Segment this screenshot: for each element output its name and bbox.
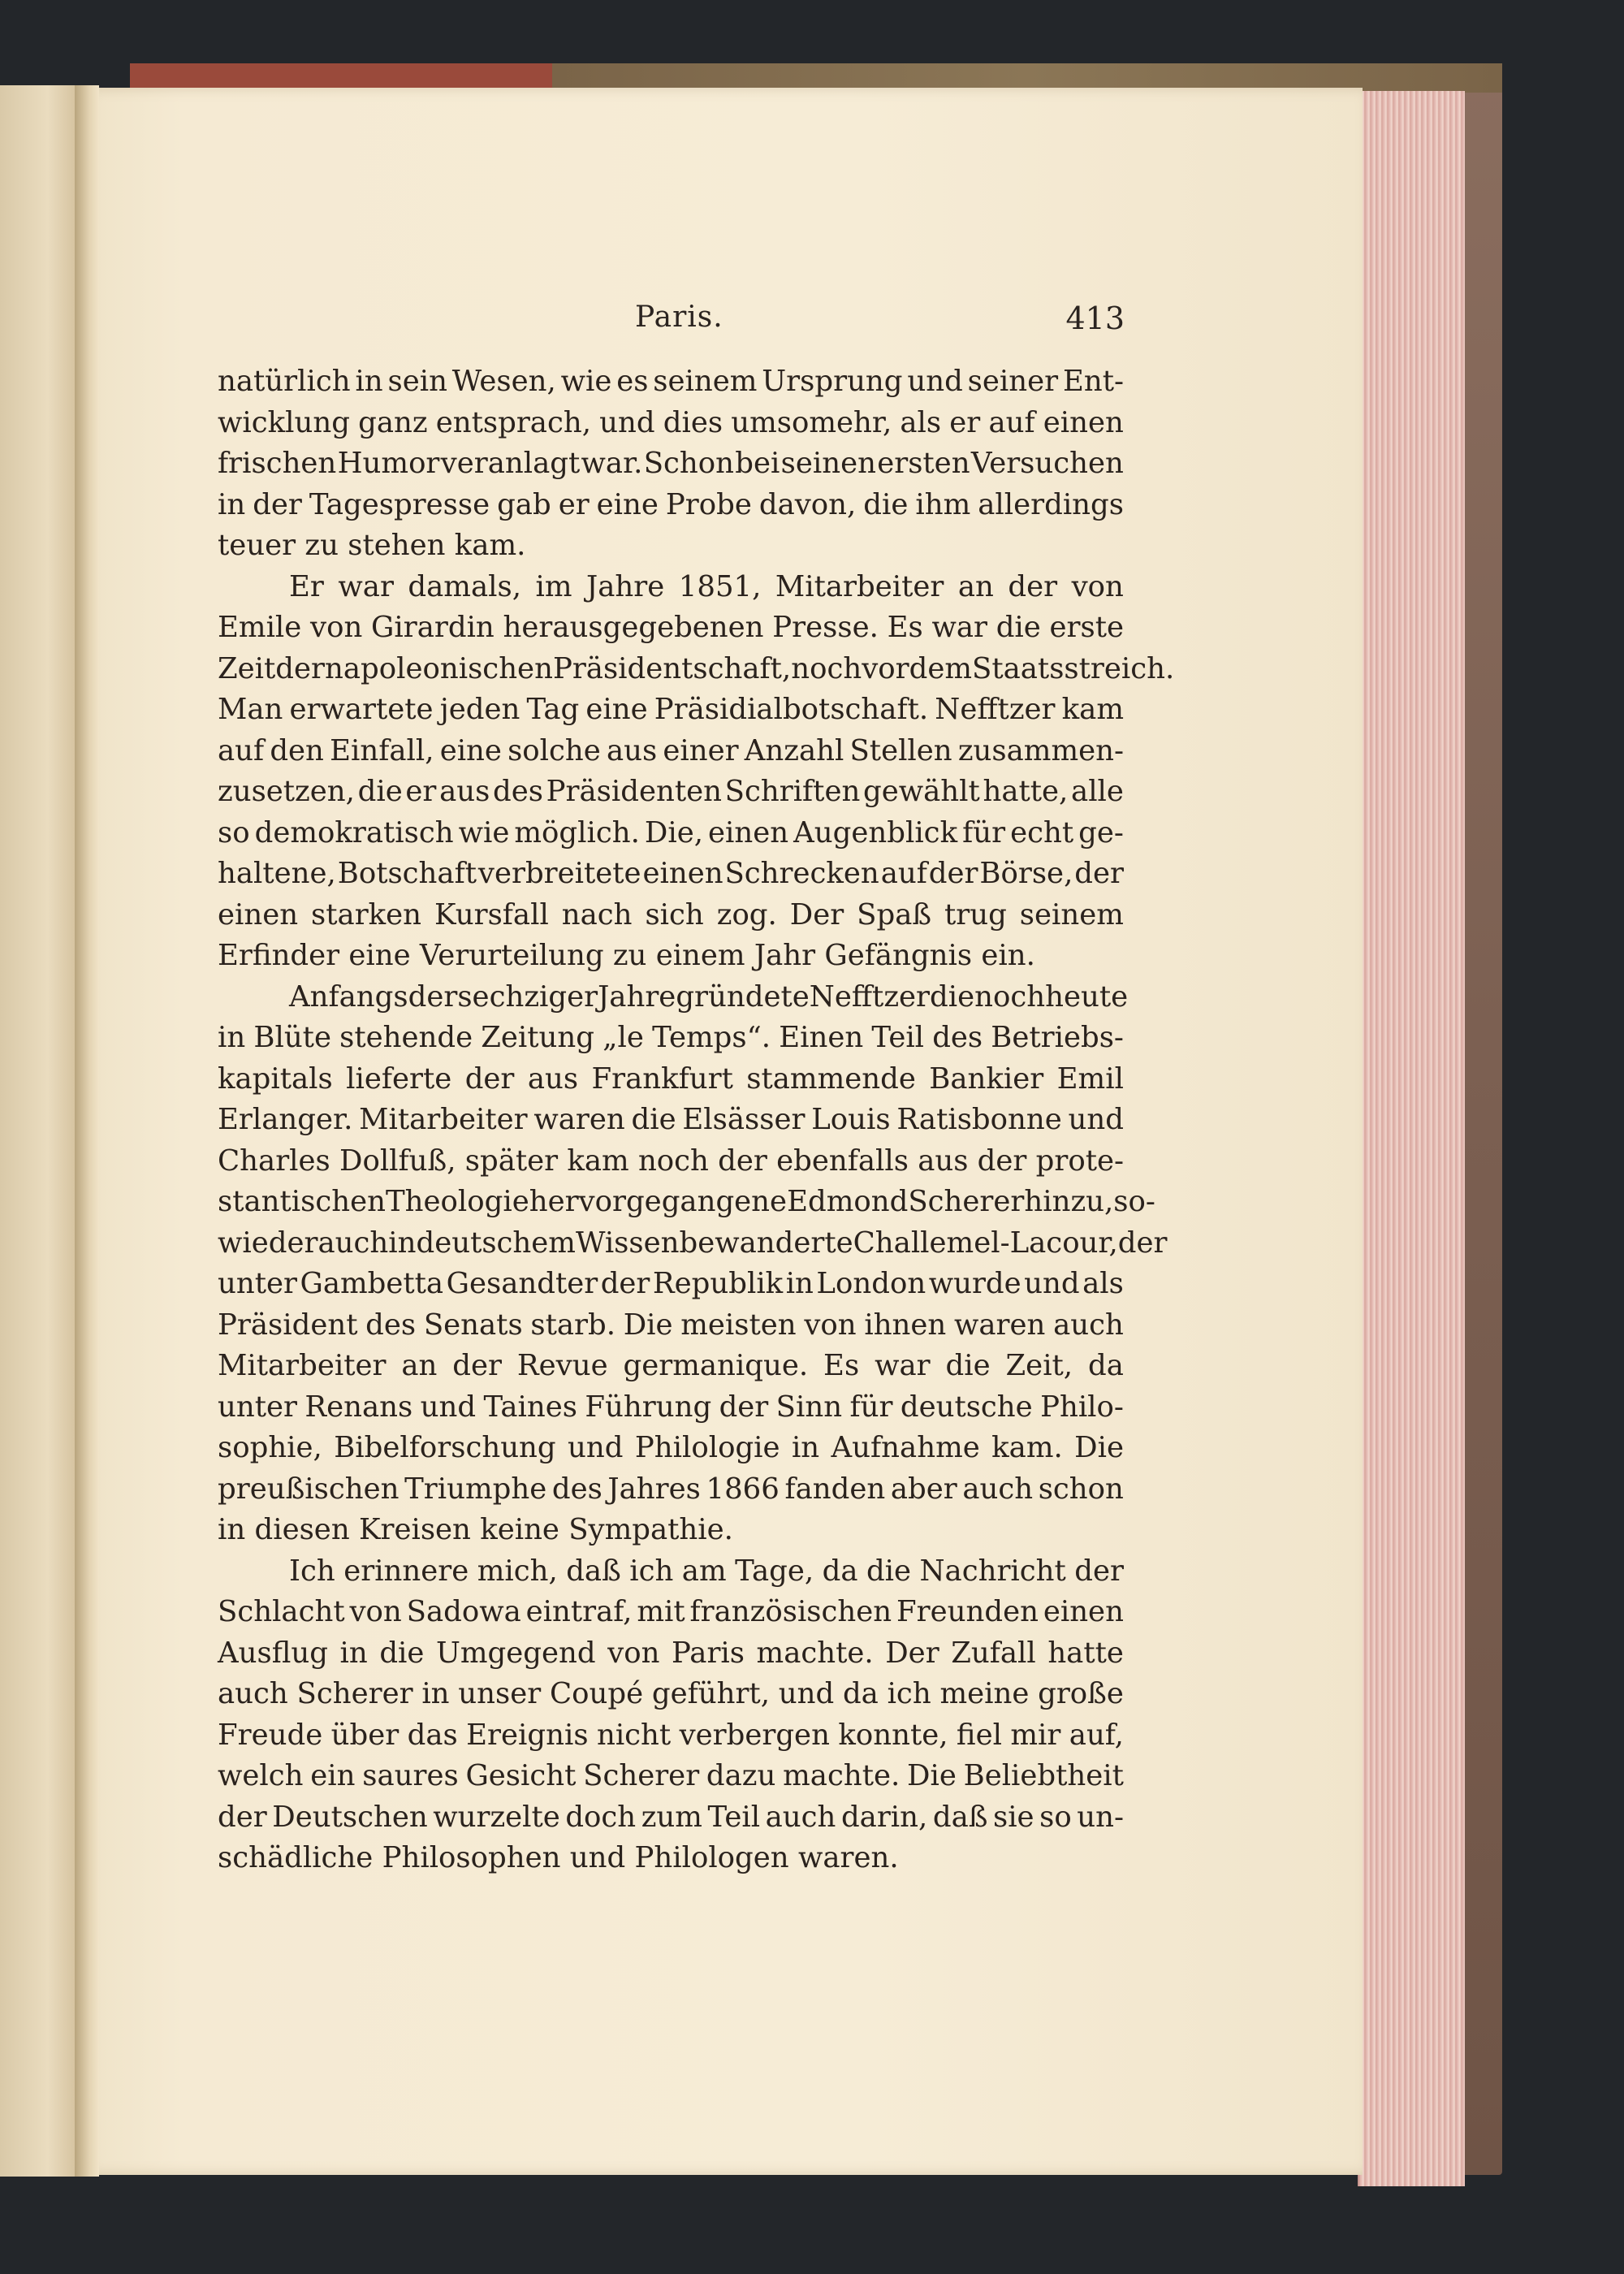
page-stack-edges xyxy=(1358,91,1465,2186)
body-text xyxy=(218,361,1175,1879)
text-line: Emile von Girardin herausgegebenen Presse. Es war die erste xyxy=(218,611,1124,644)
text-line: der Deutschen wurzelte doch zum Teil auch darin, daß sie so un- xyxy=(218,1800,1124,1834)
text-line: Freude über das Ereignis nicht verbergen konnte, fiel mir auf, xyxy=(218,1718,1124,1752)
text-line: in der Tagespresse gab er eine Probe davon, die ihm allerdings xyxy=(218,487,1124,521)
text-line: Ich erinnere mich, daß ich am Tage, da die Nachricht der xyxy=(289,1554,1124,1588)
text-line: Erfinder eine Verurteilung zu einem Jahr Gefängnis ein. xyxy=(218,939,1035,972)
paragraph xyxy=(218,361,1124,567)
text-line: Ausflug in die Umgegend von Paris machte. Der Zufall hatte xyxy=(218,1636,1124,1670)
previous-page-edge xyxy=(0,85,80,2177)
page-gutter xyxy=(75,85,99,2177)
text-line: Charles Dollfuß, später kam noch der ebenfalls aus der prote- xyxy=(218,1143,1124,1178)
text-line: unter Gambetta Gesandter der Republik in London wurde und als xyxy=(218,1267,1124,1300)
text-line: Man erwartete jeden Tag eine Präsidialbotschaft. Nefftzer kam xyxy=(218,693,1124,726)
text-line: so demokratisch wie möglich. Die, einen Augenblick für echt ge- xyxy=(218,815,1124,850)
text-line: stantischen Theologie hervorgegangene Edmond Scherer hinzu, so- xyxy=(218,1185,1155,1218)
running-title: Paris. xyxy=(635,300,723,334)
text-line: frischen Humor veranlagt war. Schon bei seinen ersten Versuchen xyxy=(218,447,1124,480)
text-line: welch ein saures Gesicht Scherer dazu machte. Die Beliebtheit xyxy=(218,1759,1124,1792)
paragraph xyxy=(218,1551,1124,1879)
text-line: Erlanger. Mitarbeiter waren die Elsässer Louis Ratisbonne und xyxy=(218,1103,1124,1136)
text-line: kapitals lieferte der aus Frankfurt stammende Bankier Emil xyxy=(218,1061,1124,1096)
text-line: Präsident des Senats starb. Die meisten von ihnen waren auch xyxy=(218,1308,1124,1342)
text-line: Mitarbeiter an der Revue germanique. Es war die Zeit, da xyxy=(218,1349,1124,1382)
text-line: wicklung ganz entsprach, und dies umsomehr, als er auf einen xyxy=(218,405,1124,439)
text-line: auch Scherer in unser Coupé geführt, und da ich meine große xyxy=(218,1677,1124,1710)
text-line: haltene, Botschaft verbreitete einen Schrecken auf der Börse, der xyxy=(218,857,1124,890)
paragraph xyxy=(218,567,1175,977)
text-line: zusetzen, die er aus des Präsidenten Schriften gewählt hatte, alle xyxy=(218,775,1124,808)
text-line: natürlich in sein Wesen, wie es seinem Ursprung und seiner Ent- xyxy=(218,365,1124,398)
text-line: wie der auch in deutschem Wissen bewanderte Challemel-Lacour, der xyxy=(218,1226,1168,1260)
text-line: in diesen Kreisen keine Sympathie. xyxy=(218,1513,733,1546)
text-line: schädliche Philosophen und Philologen waren. xyxy=(218,1841,899,1874)
text-line: auf den Einfall, eine solche aus einer Anzahl Stellen zusammen- xyxy=(218,733,1124,767)
text-line: sophie, Bibelforschung und Philologie in Aufnahme kam. Die xyxy=(218,1431,1124,1464)
paragraph xyxy=(218,977,1168,1551)
text-line: Er war damals, im Jahre 1851, Mitarbeiter an der von xyxy=(289,569,1124,603)
text-line: Zeit der napoleonischen Präsidentschaft, noch vor dem Staatsstreich. xyxy=(218,651,1175,685)
text-line: Anfangs der sechziger Jahre gründete Nefftzer die noch heute xyxy=(289,979,1129,1014)
text-line: einen starken Kursfall nach sich zog. Der Spaß trug seinem xyxy=(218,897,1124,932)
text-line: unter Renans und Taines Führung der Sinn für deutsche Philo- xyxy=(218,1390,1124,1424)
running-head xyxy=(219,300,1125,341)
text-line: preußischen Triumphe des Jahres 1866 fanden aber auch schon xyxy=(218,1472,1124,1506)
text-line: in Blüte stehende Zeitung „le Temps“. Einen Teil des Betriebs- xyxy=(218,1021,1124,1054)
cover-edge-red xyxy=(130,63,552,88)
text-line: teuer zu stehen kam. xyxy=(218,529,526,562)
text-line: Schlacht von Sadowa eintraf, mit französischen Freunden einen xyxy=(218,1595,1124,1628)
page-number: 413 xyxy=(1065,300,1125,336)
